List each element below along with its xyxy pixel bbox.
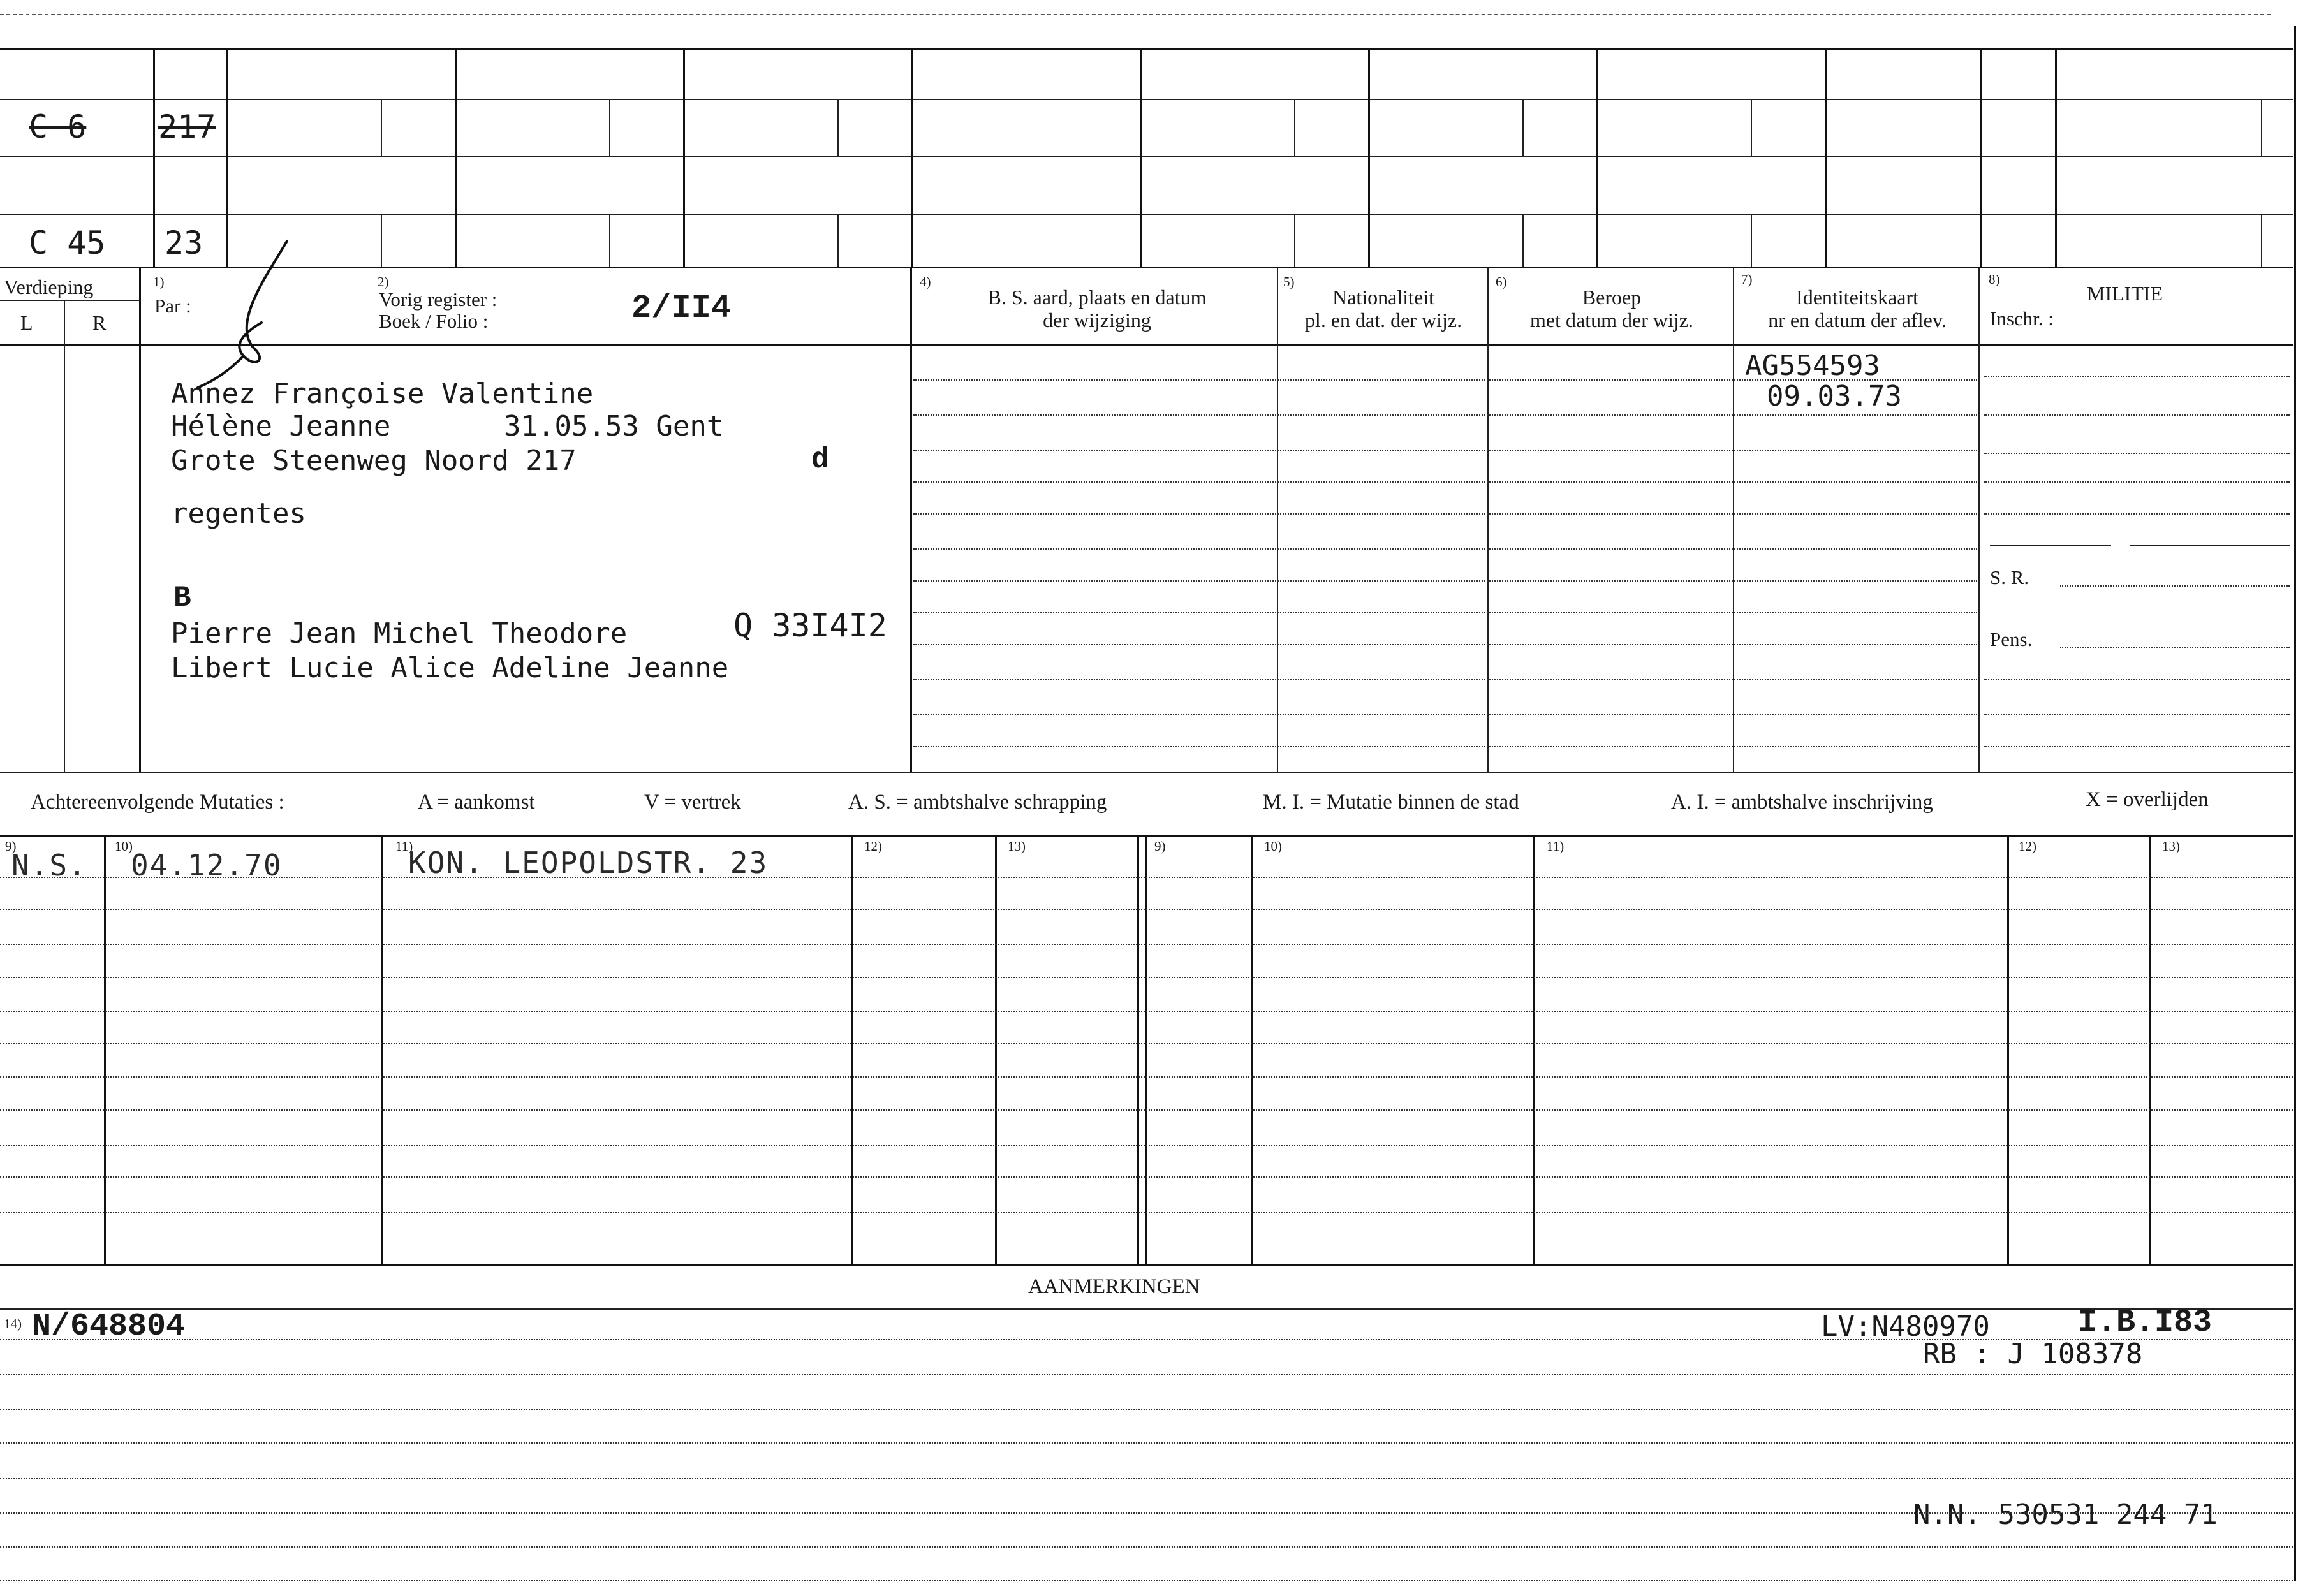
- legend-a: A = aankomst: [418, 791, 535, 814]
- dotted-rule: [913, 548, 1977, 550]
- column-number: 9): [5, 838, 17, 854]
- grid-line: [0, 300, 139, 301]
- dotted-rule: [0, 877, 2293, 878]
- grid-line: [995, 835, 997, 1264]
- remark-ib: I.B.I83: [2078, 1305, 2213, 1341]
- name-line: Annez Françoise Valentine: [171, 377, 594, 410]
- mark-d: d: [811, 443, 829, 476]
- mutations-title: Achtereenvolgende Mutaties :: [31, 791, 284, 814]
- column-number: 12): [864, 838, 882, 854]
- dotted-rule: [1984, 376, 2290, 377]
- dotted-rule: [0, 944, 2293, 945]
- grid-line: [1596, 48, 1598, 268]
- grid-line: [1137, 835, 1139, 1264]
- dotted-rule: [0, 1580, 2293, 1581]
- field-number: 4): [920, 274, 931, 289]
- grid-line: [2261, 214, 2262, 267]
- identiteitskaart-header-line: nr en datum der aflev.: [1768, 309, 1947, 332]
- grid-cell-code-old: C 6: [29, 108, 87, 145]
- grid-line: [1980, 48, 1982, 268]
- grid-cell-number-old: 217: [158, 108, 216, 145]
- legend-ai: A. I. = ambtshalve inschrijving: [1671, 791, 1933, 814]
- grid-line: [0, 1308, 2293, 1310]
- grid-line: [1140, 48, 1142, 268]
- grid-line: [1825, 48, 1827, 268]
- mutation-type: N.S.: [11, 848, 87, 882]
- grid-line: [153, 48, 155, 268]
- dotted-rule: [1984, 714, 2290, 715]
- grid-line: [226, 48, 228, 268]
- dotted-rule: [2060, 647, 2290, 648]
- reference-code: Q 33I4I2: [733, 607, 887, 644]
- id-card-number: AG554593: [1745, 349, 1880, 382]
- beroep-header-line: Beroep: [1582, 286, 1642, 309]
- r-label: R: [92, 311, 107, 334]
- grid-line: [381, 835, 383, 1264]
- grid-cell-code: C 45: [29, 224, 106, 261]
- top-edge-line: [0, 14, 2271, 15]
- grid-line: [139, 268, 141, 772]
- right-border: [2294, 26, 2296, 1581]
- grid-line: [381, 214, 382, 267]
- legend-mi: M. I. = Mutatie binnen de stad: [1263, 791, 1519, 814]
- dotted-rule: [0, 909, 2293, 910]
- grid-line: [683, 48, 685, 268]
- grid-line: [1145, 835, 1147, 1264]
- grid-line: [2149, 835, 2151, 1264]
- dotted-rule: [1984, 746, 2290, 747]
- grid-cell-number: 23: [165, 224, 203, 261]
- grid-line: [64, 300, 65, 772]
- grid-line: [0, 1264, 2293, 1266]
- dotted-rule: [0, 1478, 2293, 1479]
- grid-line: [609, 214, 610, 267]
- birth-date-place: 31.05.53 Gent: [504, 410, 724, 443]
- rule: [2130, 545, 2290, 546]
- address-line: Grote Steenweg Noord 217: [171, 444, 577, 477]
- dotted-rule: [913, 746, 1977, 747]
- grid-line: [609, 99, 610, 156]
- grid-line: [381, 99, 382, 156]
- grid-line: [0, 214, 2293, 215]
- grid-line: [911, 48, 913, 268]
- dotted-rule: [0, 1512, 2293, 1514]
- dotted-rule: [0, 1076, 2293, 1078]
- column-number: 10): [1264, 838, 1282, 854]
- grid-line: [2055, 48, 2057, 268]
- grid-line: [837, 214, 839, 267]
- grid-line: [1751, 99, 1752, 156]
- dotted-rule: [1984, 414, 2290, 416]
- name-line: Hélène Jeanne: [171, 410, 391, 443]
- verdieping-label: Verdieping: [4, 275, 94, 298]
- occupation: regentes: [171, 497, 306, 530]
- parent-name: Libert Lucie Alice Adeline Jeanne: [171, 652, 729, 684]
- grid-line: [1733, 268, 1734, 772]
- dotted-rule: [2060, 585, 2290, 587]
- beroep-header-line: met datum der wijz.: [1530, 309, 1693, 332]
- dotted-rule: [1984, 453, 2290, 454]
- grid-line: [1751, 214, 1752, 267]
- column-number: 13): [2162, 838, 2180, 854]
- grid-line: [0, 267, 2293, 268]
- grid-line: [1368, 48, 1370, 268]
- dotted-rule: [913, 513, 1977, 515]
- column-number: 13): [1008, 838, 1026, 854]
- grid-line: [1294, 214, 1295, 267]
- grid-line: [0, 156, 2293, 157]
- grid-line: [837, 99, 839, 156]
- remarks-title: AANMERKINGEN: [1028, 1275, 1200, 1298]
- grid-line: [0, 99, 2293, 100]
- grid-line: [1978, 268, 1980, 772]
- identiteitskaart-header: [1735, 286, 1980, 332]
- grid-line: [0, 48, 2293, 50]
- dotted-rule: [913, 714, 1977, 715]
- dotted-rule: [0, 1145, 2293, 1146]
- pens-label: Pens.: [1990, 628, 2033, 650]
- dotted-rule: [913, 644, 1977, 645]
- par-label: Par :: [154, 295, 191, 317]
- vorig-register-label: Vorig register :: [379, 288, 497, 311]
- mark-b: B: [173, 582, 191, 615]
- dotted-rule: [913, 481, 1977, 483]
- grid-line: [1277, 268, 1278, 772]
- remark-number: N/648804: [32, 1308, 186, 1345]
- militie-label: MILITIE: [2087, 282, 2163, 305]
- dotted-rule: [913, 414, 1977, 416]
- dotted-rule: [913, 679, 1977, 680]
- inschr-label: Inschr. :: [1990, 307, 2054, 330]
- grid-line: [2007, 835, 2009, 1264]
- sr-label: S. R.: [1990, 566, 2029, 589]
- field-number: 1): [153, 274, 165, 289]
- field-number: 14): [4, 1316, 22, 1331]
- grid-line: [104, 835, 106, 1264]
- grid-line: [455, 48, 457, 268]
- dotted-rule: [913, 612, 1977, 613]
- dotted-rule: [0, 1212, 2293, 1213]
- field-number: 7): [1741, 272, 1753, 287]
- legend-v: V = vertrek: [644, 791, 741, 814]
- dotted-rule: [0, 1374, 2293, 1375]
- grid-line: [1294, 99, 1295, 156]
- dotted-rule: [0, 1546, 2293, 1548]
- rule: [1990, 545, 2111, 546]
- dotted-rule: [0, 1109, 2293, 1111]
- remark-lv: LV:N480970: [1821, 1310, 1990, 1343]
- nationaliteit-header-line: Nationaliteit: [1332, 286, 1434, 309]
- grid-line: [910, 268, 912, 772]
- dotted-rule: [913, 450, 1977, 451]
- parent-name: Pierre Jean Michel Theodore: [171, 617, 628, 650]
- remark-rb: RB : J 108378: [1923, 1338, 2143, 1370]
- beroep-header: [1489, 286, 1734, 332]
- bs-header-line: B. S. aard, plaats en datum: [987, 286, 1207, 309]
- l-label: L: [20, 311, 33, 334]
- dotted-rule: [0, 1339, 2293, 1340]
- grid-line: [1251, 835, 1253, 1264]
- grid-line: [0, 772, 2293, 773]
- dotted-rule: [0, 977, 2293, 978]
- mutation-date: 04.12.70: [131, 848, 283, 882]
- dotted-rule: [913, 580, 1977, 582]
- grid-line: [1522, 214, 1524, 267]
- column-number: 9): [1154, 838, 1166, 854]
- field-number: 6): [1496, 274, 1507, 289]
- dotted-rule: [0, 1176, 2293, 1178]
- register-value: 2/II4: [631, 289, 732, 327]
- grid-line: [1522, 99, 1524, 156]
- id-card-date: 09.03.73: [1767, 380, 1902, 413]
- mutation-address: KON. LEOPOLDSTR. 23: [408, 846, 769, 880]
- dotted-rule: [1984, 679, 2290, 680]
- column-number: 12): [2019, 838, 2036, 854]
- legend-x: X = overlijden: [2086, 788, 2209, 811]
- field-number: 8): [1989, 272, 2000, 287]
- grid-line: [1533, 835, 1535, 1264]
- dotted-rule: [0, 1442, 2293, 1444]
- grid-line: [851, 835, 853, 1264]
- grid-line: [1487, 268, 1489, 772]
- dotted-rule: [0, 1409, 2293, 1410]
- dotted-rule: [1984, 513, 2290, 515]
- signature-mark: [191, 236, 293, 402]
- column-number: 10): [115, 838, 133, 854]
- column-number: 11): [1547, 838, 1565, 854]
- dotted-rule: [0, 1011, 2293, 1012]
- grid-line: [0, 344, 2293, 346]
- column-number: 11): [395, 838, 413, 854]
- nationaliteit-header: [1278, 286, 1489, 332]
- bs-header-line: der wijziging: [1043, 309, 1151, 332]
- identiteitskaart-header-line: Identiteitskaart: [1796, 286, 1918, 309]
- dotted-rule: [1984, 481, 2290, 483]
- grid-line: [2261, 99, 2262, 156]
- field-number: 2): [378, 274, 389, 289]
- remark-nn: N.N. 530531 244 71: [1913, 1498, 2218, 1531]
- nationaliteit-header-line: pl. en dat. der wijz.: [1304, 309, 1462, 332]
- boek-folio-label: Boek / Folio :: [379, 310, 489, 332]
- field-number: 5): [1283, 274, 1295, 289]
- dotted-rule: [0, 1043, 2293, 1044]
- bs-header: [918, 286, 1276, 332]
- legend-as: A. S. = ambtshalve schrapping: [848, 791, 1107, 814]
